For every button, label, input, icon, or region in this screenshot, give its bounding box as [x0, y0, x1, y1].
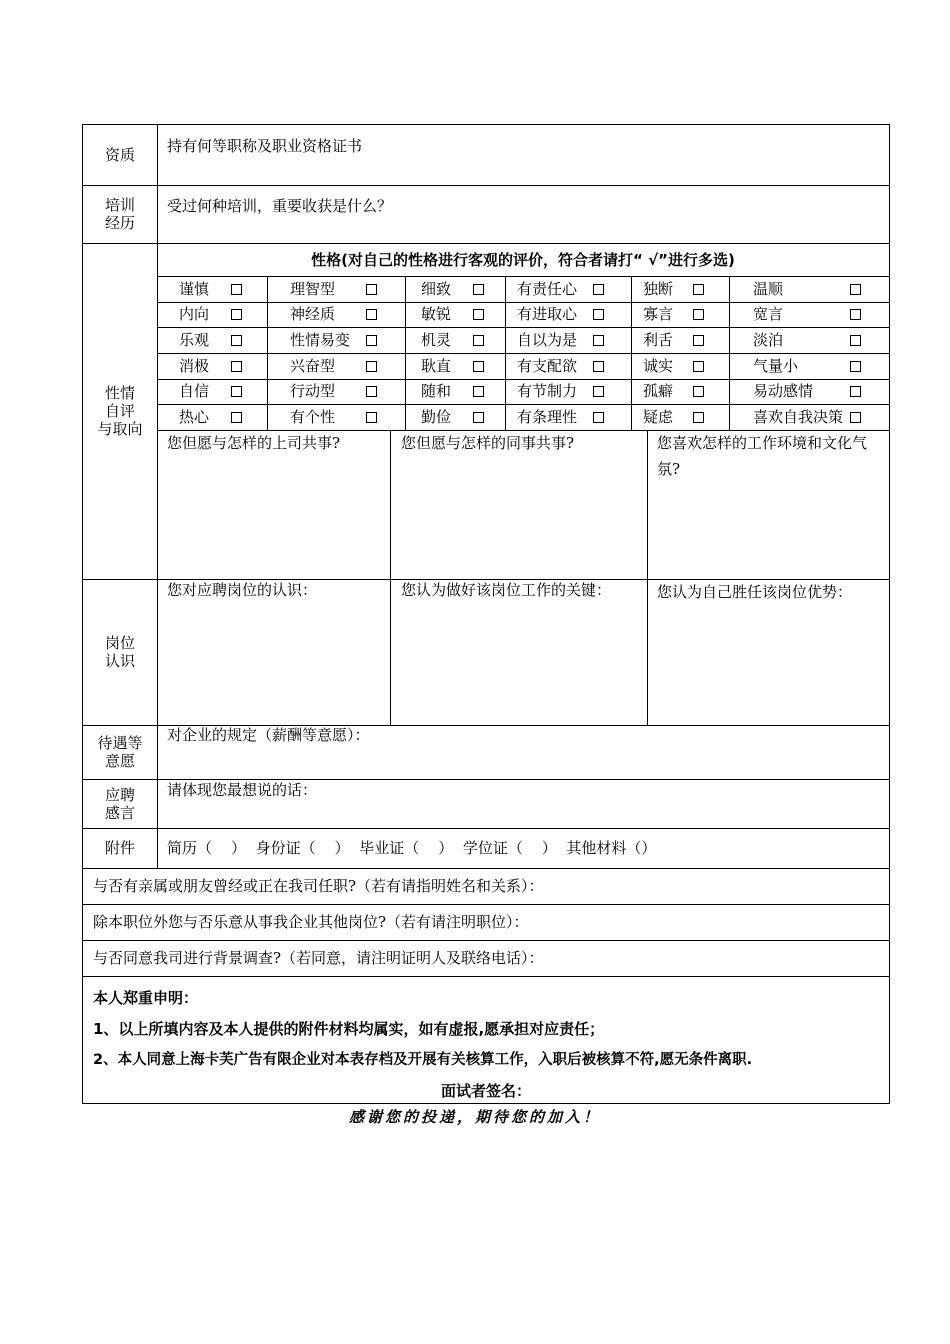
trait-label: 耿直 [421, 357, 452, 375]
trait-label: 独断 [643, 280, 674, 298]
trait-checkbox[interactable] [366, 309, 377, 320]
trait-checkbox[interactable] [850, 284, 861, 295]
trait-checkbox[interactable] [366, 335, 377, 346]
trait-checkbox[interactable] [231, 309, 242, 320]
trait-label: 消极 [179, 357, 210, 375]
q-position-understanding[interactable]: 您对应聘岗位的认识： [167, 581, 318, 599]
trait-checkbox[interactable] [593, 361, 604, 372]
trait-checkbox[interactable] [231, 335, 242, 346]
declaration-line-2: 2、本人同意上海卡芙广告有限企业对本表存档及开展有关核算工作，入职后被核算不符,愿无条件离职. [93, 1052, 753, 1068]
personality-label: 性情 自评 与取向 [97, 384, 143, 438]
trait-label: 细致 [421, 280, 452, 298]
trait-label: 有支配欲 [517, 357, 578, 375]
label-column-divider [157, 125, 158, 868]
trait-checkbox[interactable] [366, 412, 377, 423]
trait-checkbox[interactable] [366, 386, 377, 397]
trait-label: 淡泊 [753, 331, 784, 349]
trait-checkbox[interactable] [473, 335, 484, 346]
trait-checkbox[interactable] [593, 335, 604, 346]
training-label: 培训 经历 [104, 196, 135, 232]
salary-label: 待遇等 意愿 [97, 734, 143, 770]
trait-label: 易动感情 [753, 382, 814, 400]
trait-label: 有责任心 [517, 280, 578, 298]
trait-checkbox[interactable] [693, 361, 704, 372]
trait-checkbox[interactable] [231, 386, 242, 397]
trait-label: 疑虑 [643, 408, 674, 426]
qualification-label: 资质 [104, 146, 135, 164]
trait-checkbox[interactable] [850, 335, 861, 346]
qualification-field[interactable]: 持有何等职称及职业资格证书 [167, 137, 363, 155]
application-form [82, 124, 890, 1104]
trait-checkbox[interactable] [366, 361, 377, 372]
trait-label: 气量小 [753, 357, 799, 375]
statement-field[interactable]: 请体现您最想说的话： [167, 781, 318, 799]
trait-checkbox[interactable] [850, 361, 861, 372]
trait-checkbox[interactable] [693, 284, 704, 295]
trait-checkbox[interactable] [366, 284, 377, 295]
trait-checkbox[interactable] [473, 284, 484, 295]
trait-checkbox[interactable] [693, 335, 704, 346]
trait-checkbox[interactable] [473, 309, 484, 320]
salary-field[interactable]: 对企业的规定（薪酬等意愿）： [167, 726, 370, 744]
position-label: 岗位 认识 [104, 634, 135, 670]
background-check-question[interactable]: 与否同意我司进行背景调查?（若同意，请注明证明人及联络电话）： [93, 949, 544, 967]
trait-checkbox[interactable] [231, 284, 242, 295]
trait-checkbox[interactable] [693, 386, 704, 397]
trait-label: 诚实 [643, 357, 674, 375]
trait-checkbox[interactable] [473, 386, 484, 397]
trait-label: 理智型 [290, 280, 336, 298]
trait-label: 有条理性 [517, 408, 578, 426]
training-field[interactable]: 受过何种培训，重要收获是什么？ [167, 197, 393, 215]
relatives-question[interactable]: 与否有亲属或朋友曾经或正在我司任职?（若有请指明姓名和关系）： [93, 877, 544, 895]
other-positions-question[interactable]: 除本职位外您与否乐意从事我企业其他岗位?（若有请注明职位）： [93, 913, 529, 931]
trait-checkbox[interactable] [473, 361, 484, 372]
q-colleague[interactable]: 您但愿与怎样的同事共事? [401, 434, 575, 452]
trait-checkbox[interactable] [850, 412, 861, 423]
trait-checkbox[interactable] [593, 386, 604, 397]
trait-label: 利舌 [643, 331, 674, 349]
trait-checkbox[interactable] [473, 412, 484, 423]
attachments-field[interactable]: 简历（ ） 身份证（ ） 毕业证（ ） 学位证（ ） 其他材料（） [167, 839, 657, 857]
trait-checkbox[interactable] [593, 412, 604, 423]
declaration-line-1: 1、以上所填内容及本人提供的附件材料均属实，如有虚报,愿承担对应责任； [93, 1020, 605, 1038]
trait-label: 随和 [421, 382, 452, 400]
trait-label: 有节制力 [517, 382, 578, 400]
trait-label: 喜欢自我决策 [753, 408, 844, 426]
trait-checkbox[interactable] [693, 309, 704, 320]
trait-label: 兴奋型 [290, 357, 336, 375]
trait-label: 机灵 [421, 331, 452, 349]
trait-label: 寡言 [643, 305, 674, 323]
trait-label: 勤俭 [421, 408, 452, 426]
attachments-label: 附件 [104, 839, 135, 857]
trait-label: 性情易变 [290, 331, 351, 349]
signature-field[interactable]: 面试者签名： [440, 1082, 531, 1100]
q-environment[interactable]: 您喜欢怎样的工作环境和文化气氛? [657, 434, 868, 478]
declaration-title: 本人郑重申明： [93, 989, 199, 1007]
trait-label: 自以为是 [517, 331, 578, 349]
trait-label: 内向 [179, 305, 210, 323]
trait-checkbox[interactable] [593, 309, 604, 320]
q-boss[interactable]: 您但愿与怎样的上司共事? [167, 434, 341, 452]
trait-checkbox[interactable] [693, 412, 704, 423]
trait-label: 谨慎 [179, 280, 210, 298]
trait-label: 神经质 [290, 305, 336, 323]
trait-label: 乐观 [179, 331, 210, 349]
trait-label: 宽言 [753, 305, 784, 323]
personality-header: 性格(对自己的性格进行客观的评价，符合者请打“ √”进行多选) [311, 251, 735, 269]
thank-you-footer: 感谢您的投递，期待您的加入！ [348, 1108, 601, 1126]
trait-label: 有进取心 [517, 305, 578, 323]
trait-checkbox[interactable] [850, 386, 861, 397]
trait-label: 自信 [179, 382, 210, 400]
trait-label: 孤癖 [643, 382, 674, 400]
trait-label: 有个性 [290, 408, 336, 426]
trait-checkbox[interactable] [231, 412, 242, 423]
trait-checkbox[interactable] [850, 309, 861, 320]
q-position-key[interactable]: 您认为做好该岗位工作的关键： [401, 581, 612, 599]
statement-label: 应聘 感言 [104, 785, 135, 822]
q-position-advantage[interactable]: 您认为自己胜任该岗位优势： [657, 583, 853, 601]
trait-label: 行动型 [290, 382, 336, 400]
trait-label: 热心 [179, 408, 210, 426]
trait-label: 敏锐 [421, 305, 452, 323]
trait-checkbox[interactable] [231, 361, 242, 372]
trait-checkbox[interactable] [593, 284, 604, 295]
trait-label: 温顺 [753, 280, 784, 298]
